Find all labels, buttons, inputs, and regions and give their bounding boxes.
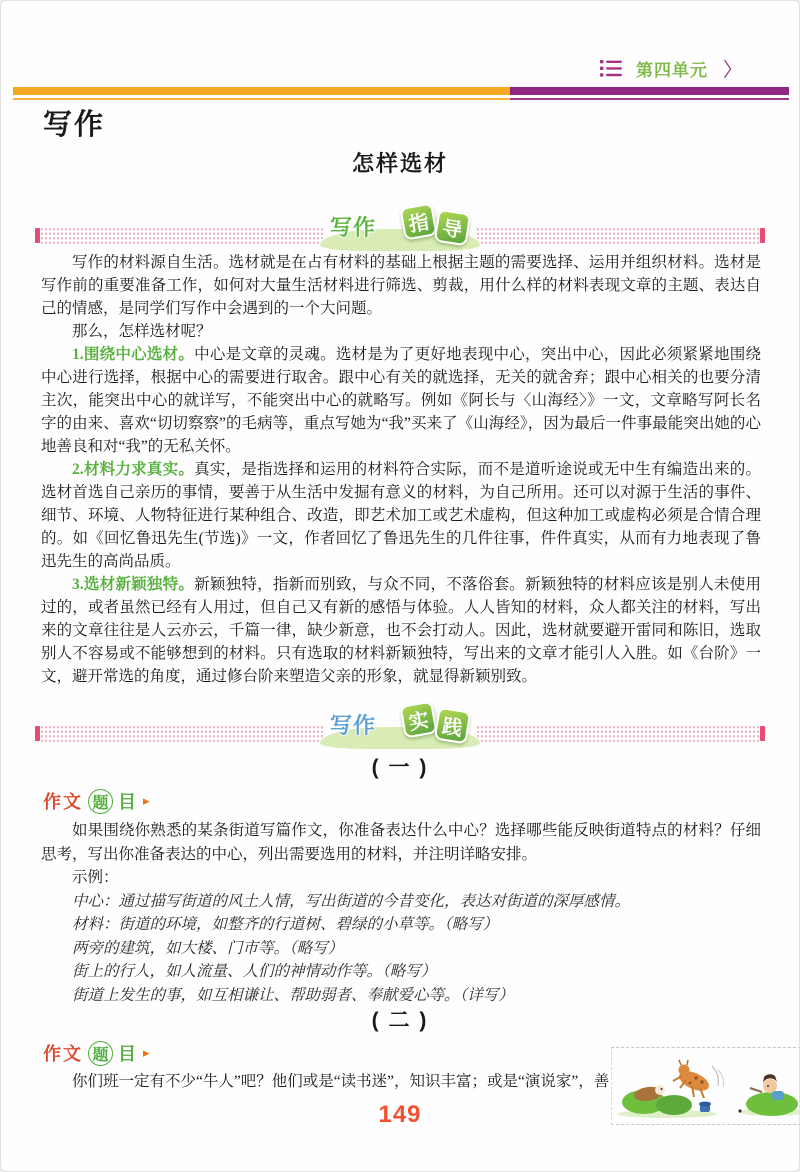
divider-dots <box>40 725 324 742</box>
rule-purple-thin <box>510 98 789 100</box>
badge-prefix: 写作 <box>330 713 377 738</box>
label-suffix: 目 <box>118 1044 136 1064</box>
badge-tile: 践 <box>434 707 472 745</box>
paragraph-text: 新颖独特，指新而别致，与众不同，不落俗套。新颖独特的材料应该是别人未使用过的，或者虽然已经有人用过，但自己又有新的感悟与体验。人人皆知的材料，众人都关注的材料，写出来的文章往往是人云亦云，千篇一律，缺少新意，也不会打动人。因此，选材就要避开雷同和陈旧，选取别人不容易或不能够想到的材料。只有选取的材料新颖独特，写出来的文章才能引人入胜。如《台阶》一文，避开常选的角度，通过修台阶来塑造父亲的形象，就显得新颖别致。 <box>41 576 761 685</box>
badge-tile: 实 <box>399 700 437 738</box>
chevron-right-icon: 〉 <box>723 60 740 81</box>
divider-dots <box>40 227 324 244</box>
divider-dots <box>476 227 760 244</box>
example-line: 材料：街道的环境，如整齐的行道树、碧绿的小草等。（略写） <box>72 916 499 933</box>
prompt-two-body <box>41 1070 661 1094</box>
composition-topic-label <box>43 788 150 814</box>
divider-endbar-right <box>760 726 765 741</box>
paragraph-text: 写作的材料源自生活。选材就是在占有材料的基础上根据主题的需要选择、运用并组织材料。选材是写作前的重要准备工作，如何对大量生活材料进行筛选、剪裁，用什么样的材料表现文章的主题、表达自己的情感，是同学们写作中会遇到的一个大问题。 <box>41 254 761 317</box>
guidance-paragraph <box>41 458 761 573</box>
prompt-two-intro: 你们班一定有不少“牛人”吧？他们或是“读书迷”，知识丰富；或是“演说家”，善 <box>72 1073 610 1090</box>
section-title: 写作 <box>43 109 106 141</box>
guidance-paragraph <box>41 320 761 343</box>
divider-dots <box>476 725 760 742</box>
guidance-paragraph <box>41 343 761 458</box>
label-circled-char: 题 <box>88 789 113 814</box>
example-line: 中心：通过描写街道的风土人情，写出街道的今昔变化，表达对街道的深厚感情。 <box>72 892 631 910</box>
guidance-text-block <box>41 251 761 688</box>
paragraph-lead: 2.材料力求真实。 <box>72 461 195 478</box>
paragraph-text: 中心是文章的灵魂。选材是为了更好地表现中心，突出中心，因此必须紧紧地围绕中心进行选择，根据中心的需要进行取舍。跟中心有关的就选择，无关的就舍弃；跟中心相关的也要分清主次，能突出中心的就详写，不能突出中心的就略写。例如《阿长与〈山海经〉》一文，文章略写阿长名字的由来、喜欢“切切察察”的毛病等，重点写她为“我”买来了《山海经》，因为最后一件事最能突出她的心地善良和对“我”的无私关怀。 <box>41 346 761 455</box>
rule-orange-segment <box>13 87 510 95</box>
divider-endbar-right <box>760 228 765 243</box>
guidance-divider <box>35 201 765 251</box>
paragraph-text: 真实，是指选择和运用的材料符合实际，而不是道听途说或无中生有编造出来的。选材首选自己亲历的事情，要善于从生活中发掘有意义的材料，为自己所用。还可以对源于生活的事件、细节、环境、人物特征进行某种组合、改造，即艺术加工或艺术虚构，但这种加工或虚构必须是合情合理的。如《回忆鲁迅先生(节选)》一文，作者回忆了鲁迅先生的几件往事，件件真实，从而有力地表现了鲁迅先生的高尚品质。 <box>41 461 761 570</box>
example-line: 街道上发生的事，如互相谦让、帮助弱者、奉献爱心等。（详写） <box>72 986 514 1004</box>
rule-purple-segment <box>510 87 789 95</box>
section-number-one: ( 一 ) <box>371 756 429 779</box>
triangle-arrow-icon: ▸ <box>143 793 150 808</box>
label-prefix: 作文 <box>43 792 83 812</box>
paragraph-lead: 1.围绕中心选材。 <box>72 346 195 363</box>
triangle-arrow-icon: ▸ <box>143 1045 150 1060</box>
unit-label: 第四单元 <box>635 61 708 80</box>
writing-practice-badge <box>324 699 476 749</box>
paragraph-text: 那么，怎样选材呢？ <box>72 323 212 340</box>
guidance-paragraph <box>41 251 761 320</box>
badge-tile: 指 <box>399 202 437 240</box>
example-label: 示例： <box>72 869 119 886</box>
paragraph-lead: 3.选材新颖独特。 <box>72 576 195 593</box>
badge-tile: 导 <box>434 209 472 247</box>
guidance-paragraph <box>41 573 761 688</box>
prompt-one-intro: 如果围绕你熟悉的某条街道写篇作文，你准备表达什么中心？选择哪些能反映街道特点的材料？仔细思考，写出你准备表达的中心，列出需要选用的材料，并注明详略安排。 <box>41 822 761 863</box>
composition-topic-label <box>43 1040 150 1066</box>
lesson-title: 怎样选材 <box>351 151 448 176</box>
badge-prefix: 写作 <box>330 215 377 240</box>
unit-header <box>600 55 741 82</box>
example-line: 街上的行人，如人流量、人们的神情动作等。（略写） <box>72 963 437 980</box>
example-line: 两旁的建筑，如大楼、门市等。（略写） <box>72 939 344 957</box>
writing-guidance-badge <box>324 201 476 251</box>
prompt-one-body <box>41 819 761 1007</box>
page-number: 149 <box>378 1101 422 1128</box>
label-circled-char: 题 <box>88 1041 113 1066</box>
decorative-rule <box>13 87 789 100</box>
label-suffix: 目 <box>118 792 136 812</box>
list-icon <box>600 60 622 77</box>
rule-orange-thin <box>13 98 510 100</box>
section-number-two: ( 二 ) <box>371 1009 429 1032</box>
practice-divider <box>35 699 765 749</box>
label-prefix: 作文 <box>43 1044 83 1064</box>
